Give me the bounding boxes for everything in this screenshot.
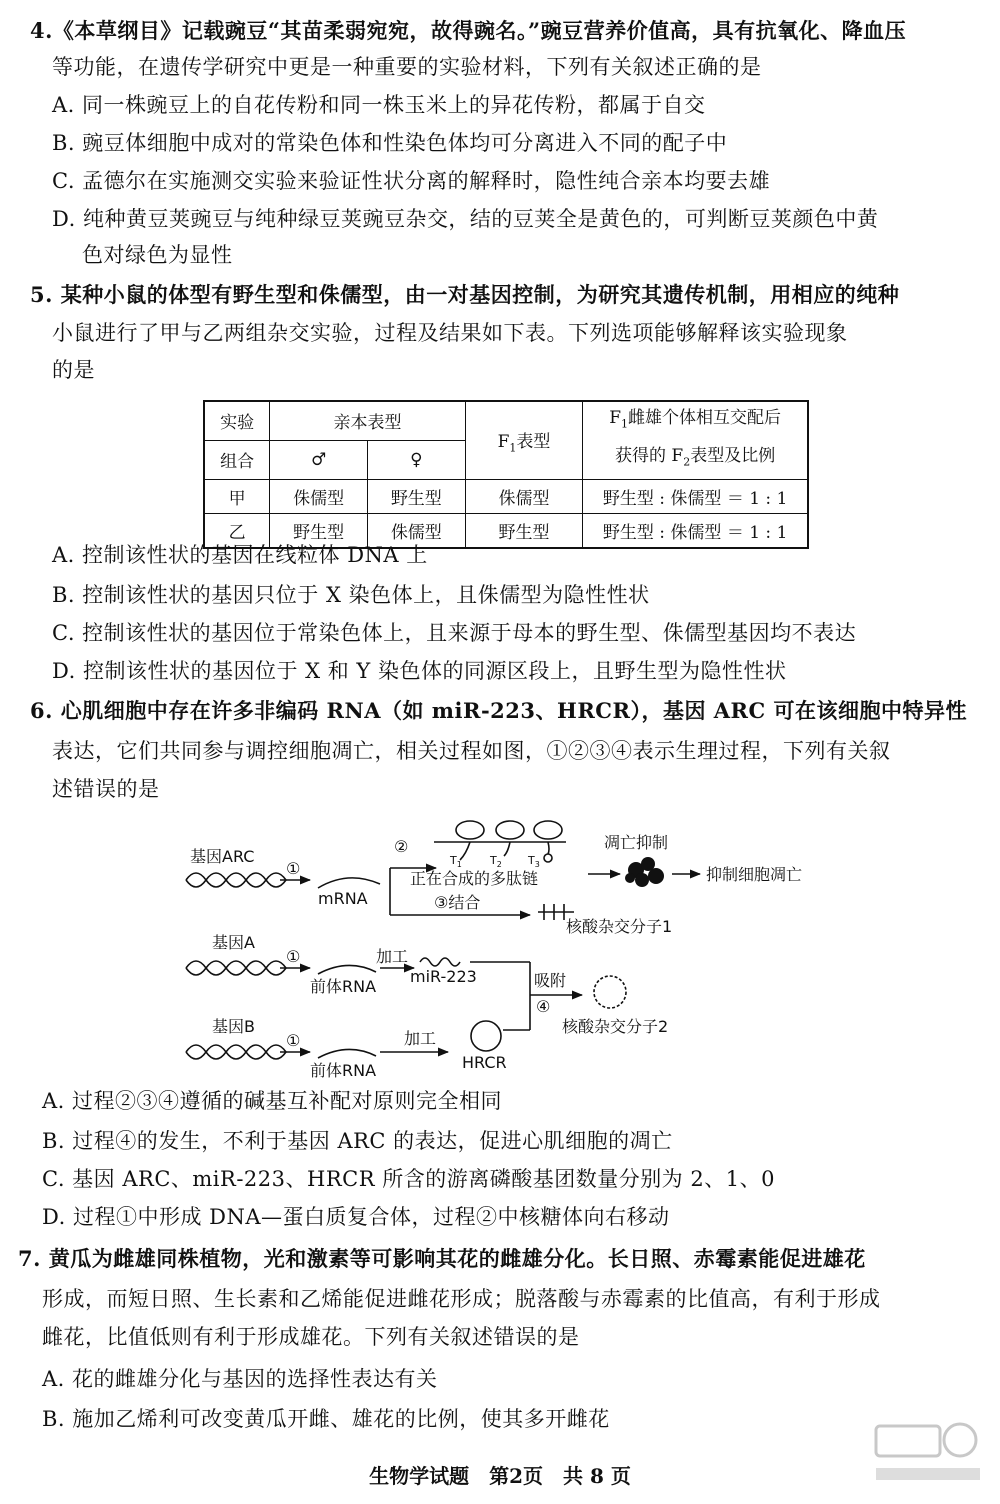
mir223-strand	[420, 958, 460, 966]
q5-option-c: C. 控制该性状的基因位于常染色体上，且来源于母本的野生型、侏儒型基因均不表达	[52, 621, 857, 645]
q7-option-b: B. 施加乙烯利可改变黄瓜开雌、雄花的比例，使其多开雌花	[42, 1407, 610, 1431]
label-polypeptide: 正在合成的多肽链	[410, 869, 539, 888]
label-step1-b: ①	[286, 1031, 301, 1050]
hrcr-ring	[471, 1021, 501, 1051]
hybrid-molecule-2-icon	[594, 976, 626, 1008]
q5-option-a: A. 控制该性状的基因在线粒体 DNA 上	[52, 543, 428, 567]
table-row: 甲 侏儒型 野生型 侏儒型 野生型 : 侏儒型 ＝ 1 : 1	[204, 479, 808, 513]
label-t2: $T_2$	[490, 854, 502, 869]
q4-stem-line1: 4.《本草纲目》记载豌豆“其苗柔弱宛宛，故得豌名。”豌豆营养价值高，具有抗氧化、降血压	[30, 18, 907, 43]
th-group-1: 实验	[204, 401, 270, 440]
label-inhibit-apoptosis: 抑制细胞凋亡	[706, 865, 803, 884]
label-apoptosis-inhibit: 凋亡抑制	[604, 833, 669, 852]
q6-stem-line2: 表达，它们共同参与调控细胞凋亡，相关过程如图，①②③④表示生理过程，下列有关叙	[52, 739, 891, 763]
label-mir223: miR-223	[410, 967, 477, 986]
th-parent: 亲本表型	[270, 401, 465, 440]
th-f2: $F_1$雌雄个体相互交配后 获得的 $F_2$表型及比例	[583, 401, 808, 479]
q7-stem-line3: 雌花，比值低则有利于形成雄花。下列有关叙述错误的是	[42, 1325, 580, 1349]
label-step1-a: ①	[286, 947, 301, 966]
th-male: ♂	[270, 440, 368, 479]
q6-stem-line1: 6. 心肌细胞中存在许多非编码 RNA（如 miR-223、HRCR），基因 ARC 可在该细胞中特异性	[30, 698, 968, 723]
q6-option-d: D. 过程①中形成 DNA—蛋白质复合体，过程②中核糖体向右移动	[42, 1205, 670, 1229]
apoptosis-inhibitor-protein-icon	[625, 857, 664, 887]
page-footer: 生物学试题 第2页 共 8 页	[369, 1464, 631, 1488]
label-hrcr: HRCR	[462, 1053, 507, 1072]
q6-option-c: C. 基因 ARC、miR-223、HRCR 所含的游离磷酸基团数量分别为 2、1、0	[42, 1167, 775, 1191]
label-t3: $T_3$	[528, 854, 540, 869]
q4-option-d-line2: 色对绿色为显性	[82, 243, 233, 267]
q4-option-c: C. 孟德尔在实施测交实验来验证性状分离的解释时，隐性纯合亲本均要去雄	[52, 169, 771, 193]
q5-stem-line2: 小鼠进行了甲与乙两组杂交实验，过程及结果如下表。下列选项能够解释该实验现象	[52, 321, 848, 345]
q4-option-d-line1: D. 纯种黄豆荚豌豆与纯种绿豆荚豌豆杂交，结的豆荚全是黄色的，可判断豆荚颜色中黄	[52, 207, 879, 231]
q7-option-a: A. 花的雌雄分化与基因的选择性表达有关	[42, 1367, 438, 1391]
label-t1: $T_1$	[450, 854, 462, 869]
q6-stem-line3: 述错误的是	[52, 777, 160, 801]
label-adsorb: 吸附	[534, 971, 567, 990]
label-hybrid1: 核酸杂交分子1	[566, 917, 673, 936]
q4-option-a: A. 同一株豌豆上的自花传粉和同一株玉米上的异花传粉，都属于自交	[52, 93, 706, 117]
q7-stem-line1: 7. 黄瓜为雌雄同株植物，光和激素等可影响其花的雌雄分化。长日照、赤霉素能促进雄花	[18, 1246, 866, 1271]
label-step3: ③结合	[434, 893, 481, 912]
label-mrna: mRNA	[318, 889, 368, 908]
q5-option-d: D. 控制该性状的基因位于 X 和 Y 染色体的同源区段上，且野生型为隐性性状	[52, 659, 787, 683]
label-pre-rna-b: 前体RNA	[310, 1061, 377, 1080]
dna-helix-a	[186, 961, 286, 975]
label-process-a: 加工	[376, 947, 409, 966]
label-gene-arc: 基因ARC	[190, 847, 255, 866]
label-pre-rna-a: 前体RNA	[310, 977, 377, 996]
q7-stem-line2: 形成，而短日照、生长素和乙烯能促进雌花形成；脱落酸与赤霉素的比值高，有利于形成	[42, 1287, 881, 1311]
mrna-strand	[318, 878, 380, 888]
q5-option-b: B. 控制该性状的基因只位于 X 染色体上，且侏儒型为隐性性状	[52, 583, 650, 607]
q4-stem-line2: 等功能，在遗传学研究中更是一种重要的实验材料，下列有关叙述正确的是	[52, 55, 762, 79]
label-gene-a: 基因A	[212, 933, 255, 952]
table-row: 乙 野生型 侏儒型 野生型 野生型 : 侏儒型 ＝ 1 : 1	[204, 513, 808, 548]
label-step2: ②	[394, 837, 409, 856]
th-female: ♀	[367, 440, 465, 479]
dna-helix-b	[186, 1045, 286, 1059]
label-gene-b: 基因B	[212, 1017, 255, 1036]
q5-stem-line3: 的是	[52, 358, 95, 382]
dna-helix-arc	[186, 873, 286, 887]
label-process-b: 加工	[404, 1029, 437, 1048]
q6-option-a: A. 过程②③④遵循的碱基互补配对原则完全相同	[42, 1089, 503, 1113]
q4-option-b: B. 豌豆体细胞中成对的常染色体和性染色体均可分离进入不同的配子中	[52, 131, 728, 155]
q5-stem-line1: 5. 某种小鼠的体型有野生型和侏儒型，由一对基因控制，为研究其遗传机制，用相应的纯种	[30, 282, 900, 307]
label-step1-arc: ①	[286, 859, 301, 878]
watermark-logo-icon	[868, 1418, 988, 1488]
q6-option-b: B. 过程④的发生，不利于基因 ARC 的表达，促进心肌细胞的凋亡	[42, 1129, 673, 1153]
th-f1: $F_1$表型	[465, 401, 583, 479]
label-hybrid2: 核酸杂交分子2	[562, 1017, 669, 1036]
label-step4: ④	[536, 997, 551, 1016]
th-group-2: 组合	[204, 440, 270, 479]
